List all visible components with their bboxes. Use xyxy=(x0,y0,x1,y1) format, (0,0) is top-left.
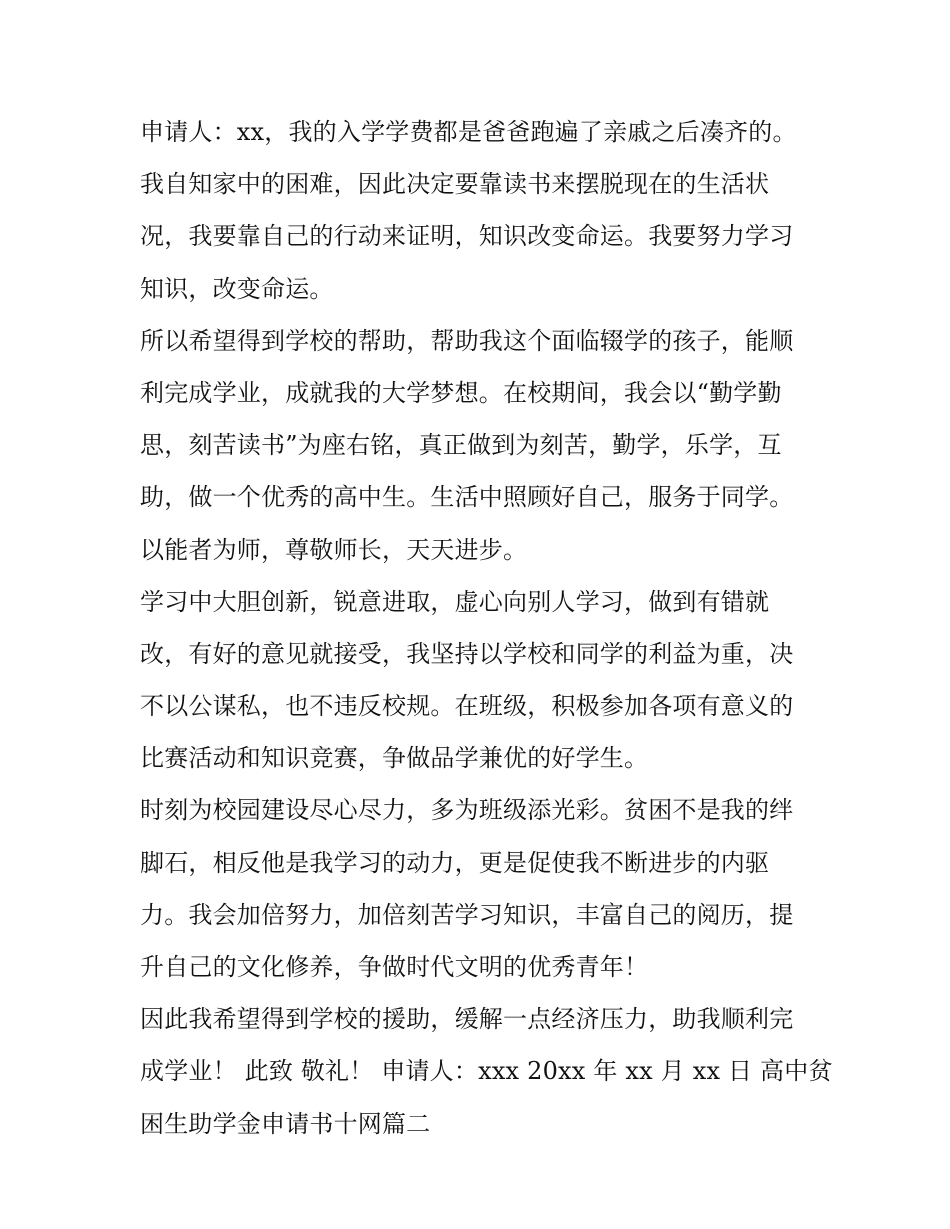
text-line: 改，有好的意见就接受，我坚持以学校和同学的利益为重，决 xyxy=(140,639,794,668)
text-line: 利完成学业，成就我的大学梦想。在校期间，我会以“勤学勤 xyxy=(140,378,782,407)
text-line: 思，刻苦读书”为座右铭，真正做到为刻苦，勤学，乐学，互 xyxy=(140,431,782,460)
text-line: 以能者为师，尊敬师长，天天进步。 xyxy=(140,535,528,564)
text-line: 况，我要靠自己的行动来证明，知识改变命运。我要努力学习 xyxy=(140,222,794,251)
text-line: 助，做一个优秀的高中生。生活中照顾好自己，服务于同学。 xyxy=(140,483,794,512)
text-line: 脚石，相反他是我学习的动力，更是促使我不断进步的内驱 xyxy=(140,848,770,877)
text-line: 力。我会加倍努力，加倍刻苦学习知识，丰富自己的阅历，提 xyxy=(140,900,794,929)
text-line: 成学业！ 此致 敬礼！ 申请人：xxx 20xx 年 xx 月 xx 日 高中贫 xyxy=(140,1057,833,1086)
text-line: 困生助学金申请书十网篇二 xyxy=(140,1109,431,1138)
text-line: 时刻为校园建设尽心尽力，多为班级添光彩。贫困不是我的绊 xyxy=(140,796,794,825)
text-line: 升自己的文化修养，争做时代文明的优秀青年！ xyxy=(140,953,649,981)
text-line: 我自知家中的困难，因此决定要靠读书来摆脱现在的生活状 xyxy=(140,170,770,199)
text-line: 学习中大胆创新，锐意进取，虚心向别人学习，做到有错就 xyxy=(140,587,770,616)
text-line: 不以公谋私，也不违反校规。在班级，积极参加各项有意义的 xyxy=(140,692,794,721)
document-body xyxy=(140,106,833,1150)
text-line: 知识，改变命运。 xyxy=(140,274,334,303)
text-line: 申请人：xx，我的入学学费都是爸爸跑遍了亲戚之后凑齐的。 xyxy=(140,118,797,146)
text-line: 所以希望得到学校的帮助，帮助我这个面临辍学的孩子，能顺 xyxy=(140,326,794,355)
text-line: 比赛活动和知识竞赛，争做品学兼优的好学生。 xyxy=(140,744,649,773)
text-line: 因此我希望得到学校的援助，缓解一点经济压力，助我顺利完 xyxy=(140,1005,794,1034)
